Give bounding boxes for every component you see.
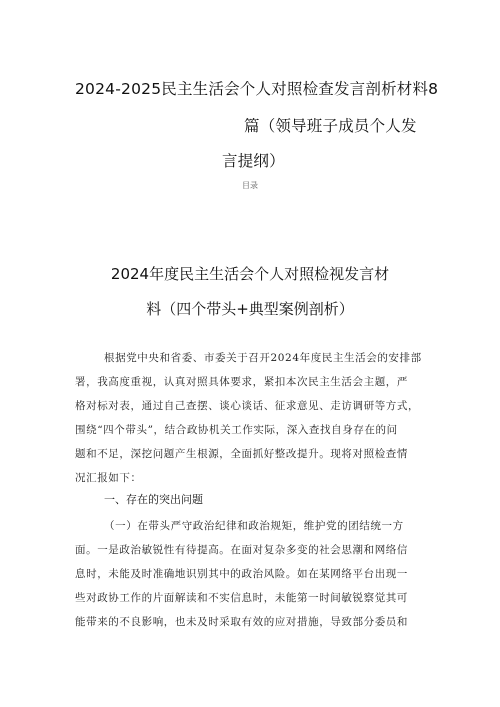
doc-title-line-2: 篇（领导班子成员个人发 xyxy=(244,117,417,135)
intro-line: 围绕“四个带头”，结合政协机关工作实际，深入查找自身存在的问 xyxy=(75,424,398,436)
intro-line: 署，我高度重视，认真对照具体要求，紧扣本次民主生活会主题，严 xyxy=(75,376,408,388)
section-paragraph-line: 息时，未能及时准确地识别其中的政治风险。如在某网络平台出现一 xyxy=(75,568,408,580)
section-paragraph-line: 些对政协工作的片面解读和不实信息时，未能第一时间敏锐察觉其可 xyxy=(75,592,408,604)
section-paragraph-line: （一）在带头严守政治纪律和政治规矩，维护党的团结统一方 xyxy=(104,520,404,532)
intro-line: 格对标对表，通过自己查摆、谈心谈话、征求意见、走访调研等方式， xyxy=(75,400,420,412)
section-title-line-2: 料（四个带头+典型案例剖析） xyxy=(146,300,354,318)
intro-line: 况汇报如下： xyxy=(75,472,142,484)
doc-title-line-1: 2024-2025民主生活会个人对照检查发言剖析材料8 xyxy=(75,80,439,98)
section-paragraph-line: 能带来的不良影响，也未及时采取有效的应对措施，导致部分委员和 xyxy=(75,616,408,628)
intro-line: 题和不足，深挖问题产生根源，全面抓好整改提升。现将对照检查情 xyxy=(75,448,408,460)
doc-title-line-3: 言提纲） xyxy=(222,152,285,170)
section-paragraph-line: 面。一是政治敏锐性有待提高。在面对复杂多变的社会思潮和网络信 xyxy=(75,544,408,556)
section-heading: 一、存在的突出问题 xyxy=(104,493,203,506)
section-title-line-1: 2024年度民主生活会个人对照检视发言材 xyxy=(110,265,390,283)
intro-line: 根据党中央和省委、市委关于召开2024年度民主生活会的安排部 xyxy=(104,352,422,364)
toc-label: 目录 xyxy=(242,181,258,190)
